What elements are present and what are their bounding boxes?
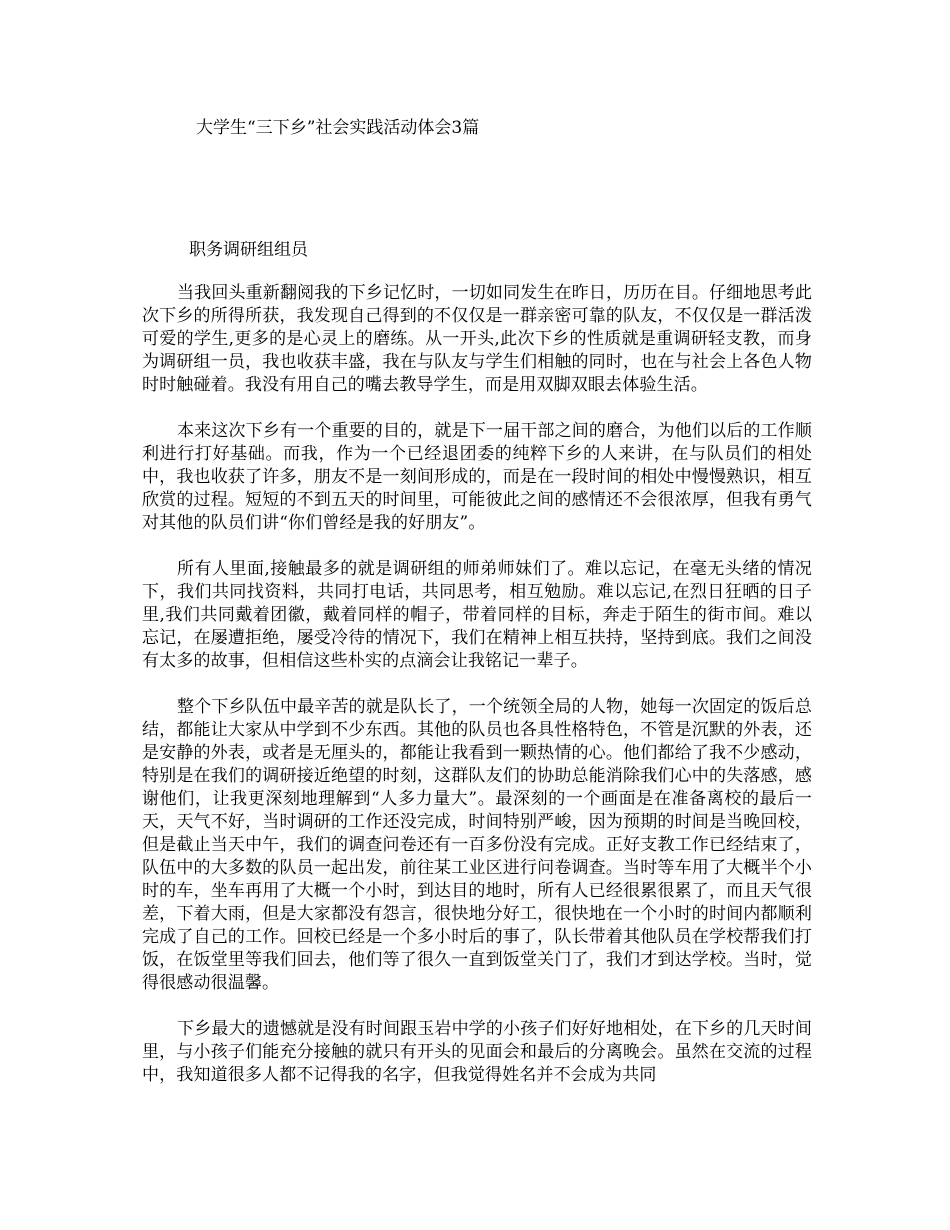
paragraph: 本来这次下乡有一个重要的目的，就是下一届干部之间的磨合，为他们以后的工作顺利进行打好基础。而我，作为一个已经退团委的纯粹下乡的人来讲，在与队员们的相处中，我也收获了许多，朋友不是一刻间形成的，而是在一段时间的相处中慢慢熟识，相互欣赏的过程。短短的不到五天的时间里，可能彼此之间的感情还不会很浓厚，但我有勇气对其他的队员们讲“你们曾经是我的好朋友”。 xyxy=(142,421,812,533)
paragraph: 整个下乡队伍中最辛苦的就是队长了，一个统领全局的人物，她每一次固定的饭后总结，都能让大家从中学到不少东西。其他的队员也各具性格特色，不管是沉默的外表，还是安静的外表，或者是无厘头的，都能让我看到一颗热情的心。他们都给了我不少感动，特别是在我们的调研接近绝望的时刻，这群队友们的协助总能消除我们心中的失落感，感谢他们，让我更深刻地理解到“人多力量大”。最深刻的一个画面是在准备离校的最后一天，天气不好，当时调研的工作还没完成，时间特别严峻，因为预期的时间是当晚回校，但是截止当天中午，我们的调查问卷还有一百多份没有完成。正好支教工作已经结束了，队伍中的大多数的队员一起出发，前往某工业区进行问卷调查。当时等车用了大概半个小时的车，坐车再用了大概一个小时，到达目的地时，所有人已经很累很累了，而且天气很差，下着大雨，但是大家都没有怨言，很快地分好工，很快地在一个小时的时间内都顺利完成了自己的工作。回校已经是一个多小时后的事了，队长带着其他队员在学校帮我们打饭，在饭堂里等我们回去，他们等了很久一直到饭堂关门了，我们才到达学校。当时，觉得很感动很温馨。 xyxy=(142,697,812,993)
paragraph: 下乡最大的遗憾就是没有时间跟玉岩中学的小孩子们好好地相处，在下乡的几天时间里，与小孩子们能充分接触的就只有开头的见面会和最后的分离晚会。虽然在交流的过程中，我知道很多人都不记得我的名字，但我觉得姓名并不会成为共同 xyxy=(142,1019,812,1085)
document-title: 大学生“三下乡”社会实践活动体会3篇 xyxy=(196,118,480,138)
document-body xyxy=(142,282,812,1110)
paragraph: 所有人里面,接触最多的就是调研组的师弟师妹们了。难以忘记，在毫无头绪的情况下，我们共同找资料，共同打电话，共同思考，相互勉励。难以忘记,在烈日狂晒的日子里,我们共同戴着团徽，戴着同样的帽子，带着同样的目标，奔走于陌生的街市间。难以忘记，在屡遭拒绝，屡受冷待的情况下，我们在精神上相互扶持，坚持到底。我们之间没有太多的故事，但相信这些朴实的点滴会让我铭记一辈子。 xyxy=(142,559,812,671)
paragraph: 当我回头重新翻阅我的下乡记忆时，一切如同发生在昨日，历历在目。仔细地思考此次下乡的所得所获，我发现自己得到的不仅仅是一群亲密可靠的队友，不仅仅是一群活泼可爱的学生,更多的是心灵上的磨练。从一开头,此次下乡的性质就是重调研轻支教，而身为调研组一员，我也收获丰盛，我在与队友与学生们相触的同时，也在与社会上各色人物时时触碰着。我没有用自己的嘴去教导学生，而是用双脚双眼去体验生活。 xyxy=(142,283,812,395)
role-line: 职务调研组组员 xyxy=(189,240,308,260)
